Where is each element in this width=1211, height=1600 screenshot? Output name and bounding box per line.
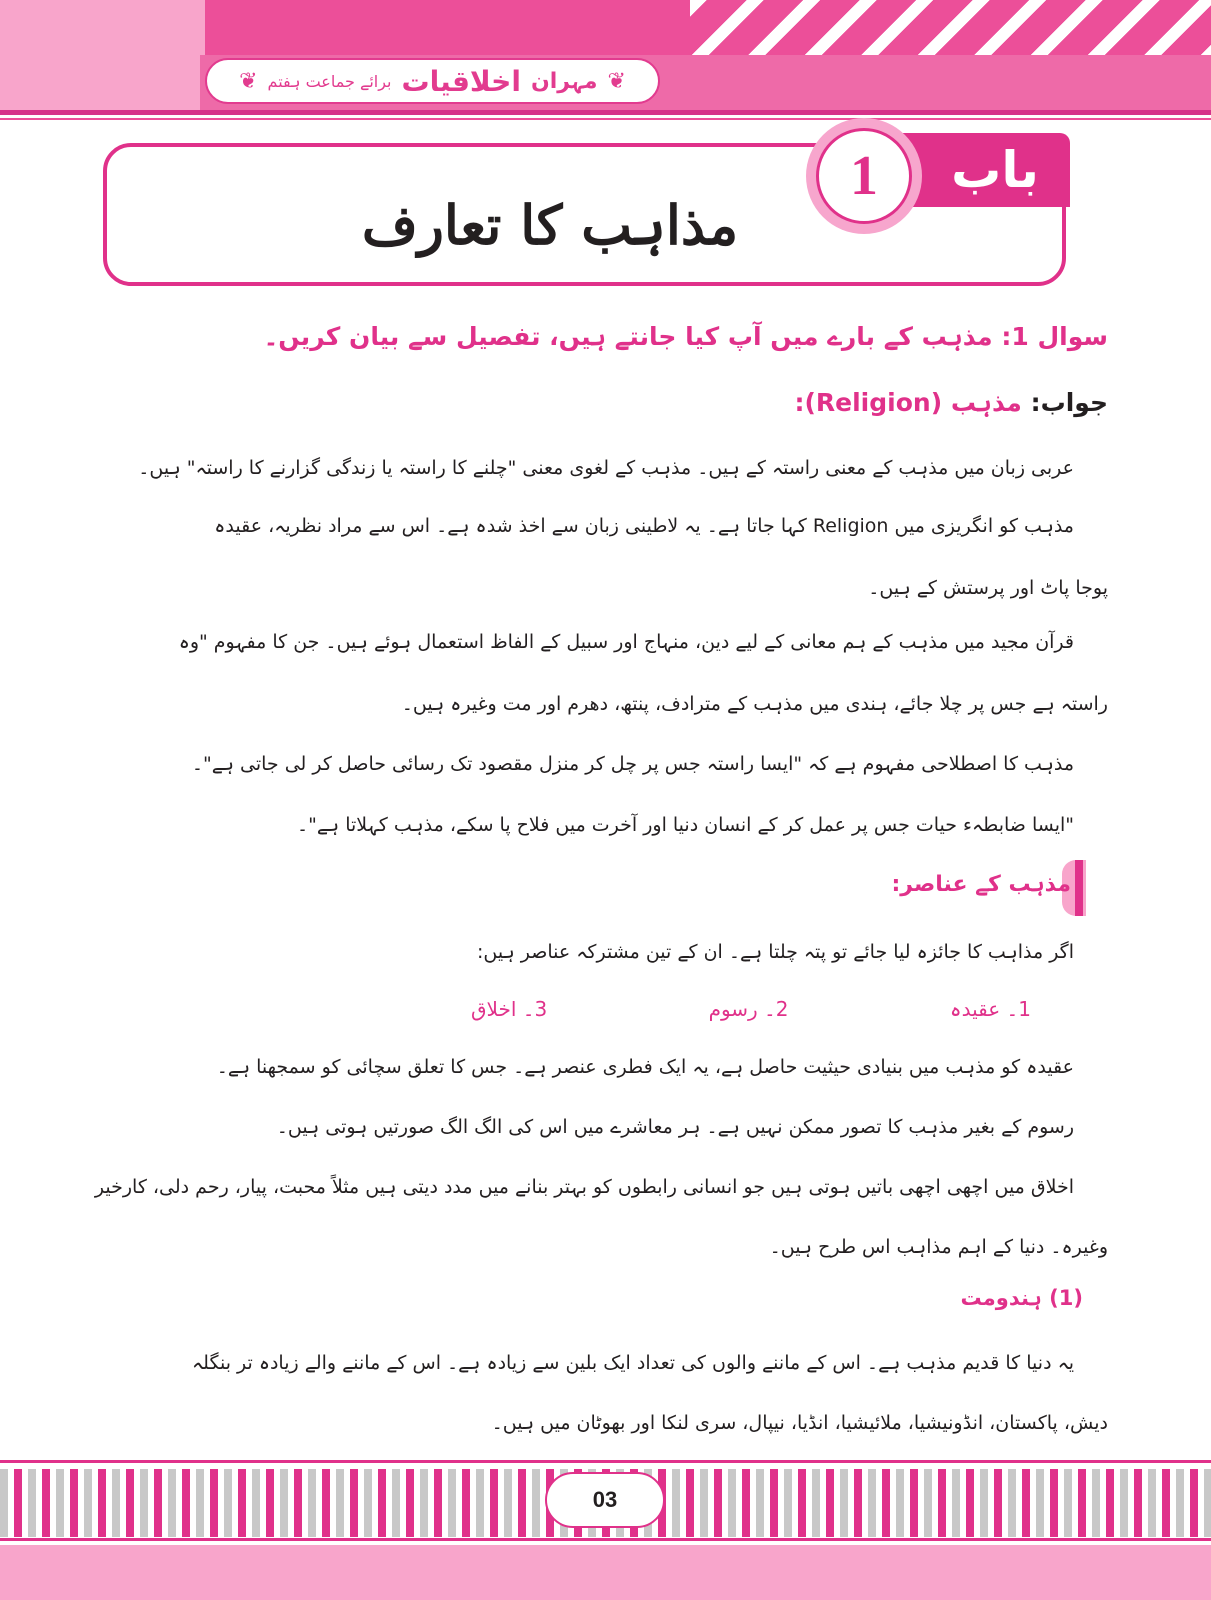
ornament-icon: ❦ [607, 68, 626, 94]
question [264, 322, 1108, 351]
ornament-icon: ❦ [239, 68, 258, 94]
section-intro: اگر مذاہب کا جائزہ لیا جائے تو پتہ چلتا ہے۔ ان کے تین مشترکہ عناصر ہیں: [477, 941, 1074, 963]
question-label: سوال 1: [1001, 322, 1108, 351]
element-item: 3۔ اخلاق [471, 997, 548, 1021]
header-light-block [0, 0, 205, 110]
book-title: اخلاقیات [401, 64, 521, 98]
element-description: وغیرہ۔ دنیا کے اہم مذاہب اس طرح ہیں۔ [769, 1236, 1108, 1258]
subheading-hinduism [961, 1286, 1083, 1310]
element-description: رسوم کے بغیر مذہب کا تصور ممکن نہیں ہے۔ ہر معاشرے میں اس کی الگ الگ صورتیں ہوتی ہیں۔ [276, 1116, 1074, 1138]
answer-topic-en: (Religion): [794, 388, 943, 417]
footer-line-bottom [0, 1538, 1211, 1541]
paragraph-line: دیش، پاکستان، انڈونیشیا، ملائیشیا، انڈیا، نیپال، سری لنکا اور بھوٹان میں ہیں۔ [491, 1412, 1108, 1434]
paragraph-line: "ایسا ضابطہء حیات جس پر عمل کر کے انسان دنیا اور آخرت میں فلاح پا سکے، مذہب کہلاتا ہے"۔ [297, 814, 1074, 836]
answer-topic: مذہب [950, 388, 1022, 417]
section-marker-accent [1075, 860, 1083, 916]
paragraph-line: راستہ ہے جس پر چلا جائے، ہندی میں مذہب کے مترادف، پنتھ، دھرم اور مت وغیرہ ہیں۔ [401, 693, 1108, 715]
paragraph-line: مذہب کو انگریزی میں Religion کہا جاتا ہے۔ یہ لاطینی زبان سے اخذ شدہ ہے۔ اس سے مراد نظریہ، عقیدہ [214, 515, 1074, 537]
chapter-title: مذاہب کا تعارف [361, 193, 739, 257]
paragraph-line: مذہب کا اصطلاحی مفہوم ہے کہ "ایسا راستہ جس پر چل کر منزل مقصود تک رسائی حاصل کر لی جاتی ہے"۔ [191, 753, 1074, 775]
book-title-pill [205, 58, 660, 104]
section-title: مذہب کے عناصر: [891, 872, 1071, 897]
footer-line-top [0, 1460, 1211, 1463]
answer-heading [794, 388, 1108, 417]
subheading-number: (1) [1049, 1286, 1083, 1310]
chapter-label: باب [951, 141, 1039, 199]
book-class: برائے جماعت ہفتم [267, 71, 392, 91]
element-description: عقیدہ کو مذہب میں بنیادی حیثیت حاصل ہے، یہ ایک فطری عنصر ہے۔ جس کا تعلق سچائی کو سمجھنا ہے۔ [216, 1056, 1074, 1078]
paragraph-line: قرآن مجید میں مذہب کے ہم معانی کے لیے دین، منہاج اور سبیل کے الفاظ استعمال ہوئے ہیں۔ جن کا مفہوم "وہ [178, 631, 1074, 653]
header-divider [0, 110, 1211, 115]
element-item: 2۔ رسوم [708, 997, 789, 1021]
answer-label: جواب: [1030, 388, 1108, 417]
paragraph-line: پوجا پاٹ اور پرستش کے ہیں۔ [868, 577, 1108, 599]
question-text: مذہب کے بارے میں آپ کیا جانتے ہیں، تفصیل سے بیان کریں۔ [263, 322, 993, 351]
footer-band [0, 1545, 1211, 1600]
header-divider-thin [0, 118, 1211, 120]
book-prefix: مہران [530, 68, 598, 94]
subheading-text: ہندومت [960, 1286, 1042, 1310]
paragraph-line: یہ دنیا کا قدیم مذہب ہے۔ اس کے ماننے والوں کی تعداد ایک بلین سے زیادہ ہے۔ اس کے ماننے والے زیادہ تر بنگلہ [192, 1352, 1074, 1374]
header-stripes [690, 0, 1211, 60]
chapter-number: 1 [816, 128, 912, 224]
element-item: 1۔ عقیدہ [949, 997, 1031, 1021]
element-description: اخلاق میں اچھی اچھی باتیں ہوتی ہیں جو انسانی رابطوں کو بہتر بنانے میں مدد دیتی ہیں مثلاً محبت، پیار، رحم دلی، کارخیر [94, 1176, 1074, 1198]
elements-list [471, 997, 1031, 1033]
page-number: 03 [545, 1472, 665, 1528]
paragraph-line: عربی زبان میں مذہب کے معنی راستہ کے ہیں۔ مذہب کے لغوی معنی "چلنے کا راستہ یا زندگی گزارنے کا راستہ" ہیں۔ [138, 457, 1074, 479]
